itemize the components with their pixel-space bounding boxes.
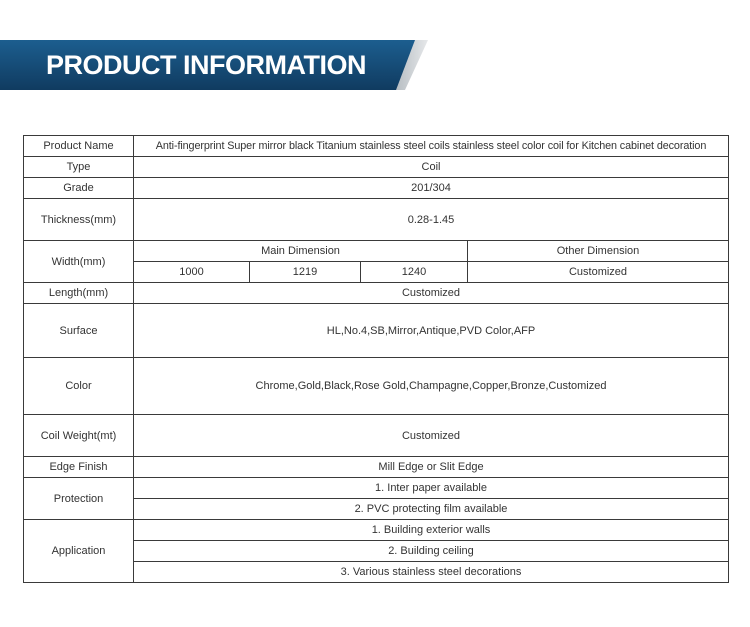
surface-value: HL,No.4,SB,Mirror,Antique,PVD Color,AFP xyxy=(134,304,729,358)
row-label-edge-finish: Edge Finish xyxy=(24,457,134,478)
table-row xyxy=(24,136,729,157)
width-main-value-2: 1219 xyxy=(250,262,361,283)
table-row xyxy=(24,478,729,499)
application-value-2: 2. Building ceiling xyxy=(134,541,729,562)
grade-value: 201/304 xyxy=(134,178,729,199)
type-value: Coil xyxy=(134,157,729,178)
application-value-3: 3. Various stainless steel decorations xyxy=(134,562,729,583)
table-row xyxy=(24,520,729,541)
table-row xyxy=(24,304,729,358)
table-row xyxy=(24,157,729,178)
edge-finish-value: Mill Edge or Slit Edge xyxy=(134,457,729,478)
thickness-value: 0.28-1.45 xyxy=(134,199,729,241)
page-title: PRODUCT INFORMATION xyxy=(46,50,366,80)
width-main-value-3: 1240 xyxy=(361,262,468,283)
table-row xyxy=(24,358,729,415)
row-label-application: Application xyxy=(24,520,134,583)
table-row xyxy=(24,415,729,457)
color-value: Chrome,Gold,Black,Rose Gold,Champagne,Copper,Bronze,Customized xyxy=(134,358,729,415)
width-main-dimension-header: Main Dimension xyxy=(134,241,468,262)
table-row xyxy=(24,241,729,262)
section-header-banner xyxy=(0,40,432,90)
width-other-dimension-header: Other Dimension xyxy=(468,241,729,262)
width-other-value: Customized xyxy=(468,262,729,283)
table-row xyxy=(24,457,729,478)
product-info-table xyxy=(23,135,729,583)
product-name-value: Anti-fingerprint Super mirror black Titanium stainless steel coils stainless steel color coil for Kitchen cabinet decoration xyxy=(134,136,729,157)
protection-value-1: 1. Inter paper available xyxy=(134,478,729,499)
protection-value-2: 2. PVC protecting film available xyxy=(134,499,729,520)
length-value: Customized xyxy=(134,283,729,304)
row-label-surface: Surface xyxy=(24,304,134,358)
width-main-value-1: 1000 xyxy=(134,262,250,283)
row-label-length: Length(mm) xyxy=(24,283,134,304)
row-label-protection: Protection xyxy=(24,478,134,520)
row-label-grade: Grade xyxy=(24,178,134,199)
row-label-color: Color xyxy=(24,358,134,415)
table-row xyxy=(24,178,729,199)
row-label-product-name: Product Name xyxy=(24,136,134,157)
coil-weight-value: Customized xyxy=(134,415,729,457)
row-label-thickness: Thickness(mm) xyxy=(24,199,134,241)
table-row xyxy=(24,199,729,241)
table-row xyxy=(24,283,729,304)
application-value-1: 1. Building exterior walls xyxy=(134,520,729,541)
row-label-width: Width(mm) xyxy=(24,241,134,283)
row-label-type: Type xyxy=(24,157,134,178)
row-label-coil-weight: Coil Weight(mt) xyxy=(24,415,134,457)
